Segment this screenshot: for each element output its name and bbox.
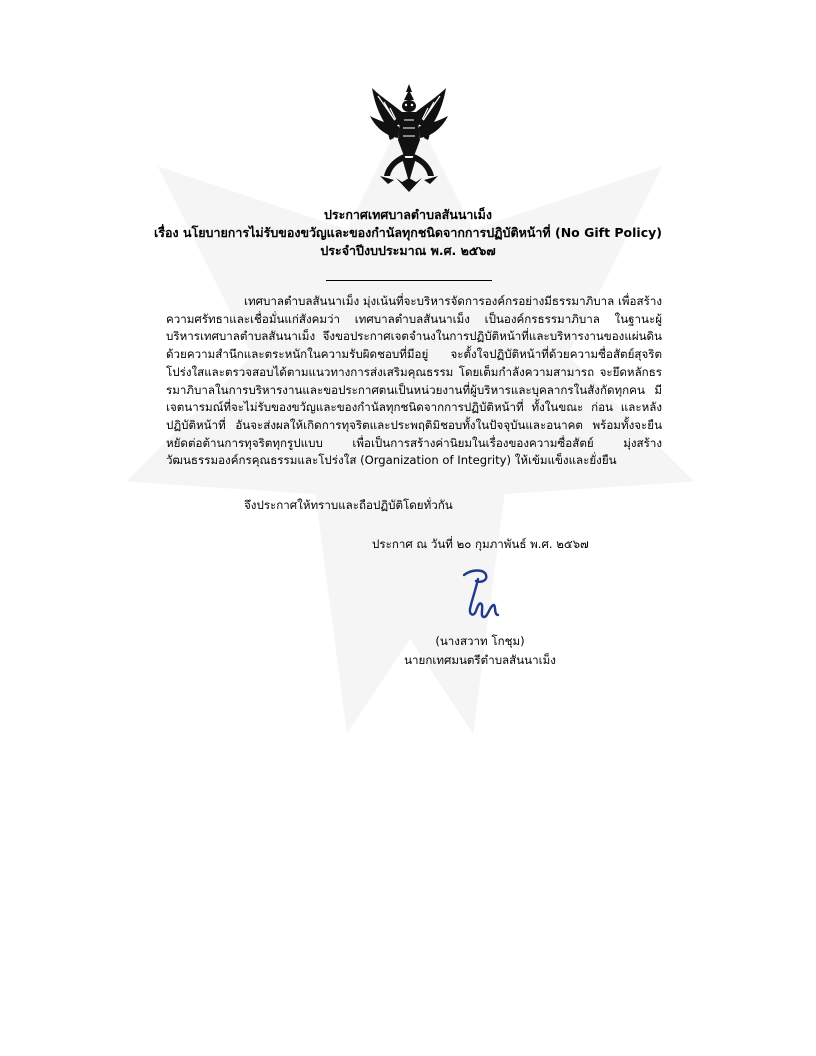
heading-line-3: ประจำปีงบประมาณ พ.ศ. ๒๕๖๗: [320, 243, 496, 258]
heading-line-2: เรื่อง นโยบายการไม่รับของขวัญและของกำนัลทุกชนิดจากการปฏิบัติหน้าที่ (No Gift Policy): [154, 225, 662, 240]
document-heading: [100, 206, 716, 260]
body-paragraph: [166, 293, 662, 470]
garuda-emblem-icon: [368, 82, 450, 194]
signer-name: (นางสวาท โกชุม): [435, 634, 525, 648]
heading-divider: [326, 280, 492, 281]
body-paragraph-text: เทศบาลตำบลสันนาเม็ง มุ่งเน้นที่จะบริหารจัดการองค์กรอย่างมีธรรมาภิบาล เพื่อสร้างความศรัทธาและเชื่อมั่นแก่สังคมว่า เทศบาลตำบลสันนาเม็ง เป็นองค์กรธรรมาภิบาล ในฐานะผู้บริหารเทศบาลตำบลสันนาเม็ง จึงขอประกาศเจตจำนงในการปฏิบัติหน้าที่และบริหารงานของแผ่นดิน ด้วยความสำนึกและตระหนักในความรับผิดชอบที่มีอยู่ จะตั้งใจปฏิบัติหน้าที่ด้วยความซื่อสัตย์สุจริต โปร่งใสและตรวจสอบได้ตามแนวทางการส่งเสริมคุณธรรม โดยเต็มกำลังความสามารถ จะยึดหลักธรรมาภิบาลในการบริหารงานและขอประกาศตนเป็นหน่วยงานที่ผู้บริหารและบุคลากรในสังกัดทุกคน มีเจตนารมณ์ที่จะไม่รับของขวัญและของกำนัลทุกชนิดจากการปฏิบัติหน้าที่ ทั้งในขณะ ก่อน และหลังปฏิบัติหน้าที่ อันจะส่งผลให้เกิดการทุจริตและประพฤติมิชอบทั้งในปัจจุบันและอนาคต พร้อมทั้งจะยืนหยัดต่อต้านการทุจริตทุกรูปแบบ เพื่อเป็นการสร้างค่านิยมในเรื่องของความซื่อสัตย์ มุ่งสร้างวัฒนธรรมองค์กรคุณธรรมและโปร่งใส (Organization of Integrity) ให้เข้มแข็งและยั่งยืน: [166, 294, 662, 468]
handwritten-signature-icon: [450, 565, 510, 627]
heading-line-1: ประกาศเทศบาลตำบลสันนาเม็ง: [323, 207, 493, 222]
signer-title: นายกเทศมนตรีตำบลสันนาเม็ง: [404, 653, 556, 667]
date-line: ประกาศ ณ วันที่ ๒๐ กุมภาพันธ์ พ.ศ. ๒๕๖๗: [372, 537, 589, 551]
proclamation-line: จึงประกาศให้ทราบและถือปฏิบัติโดยทั่วกัน: [244, 498, 453, 512]
